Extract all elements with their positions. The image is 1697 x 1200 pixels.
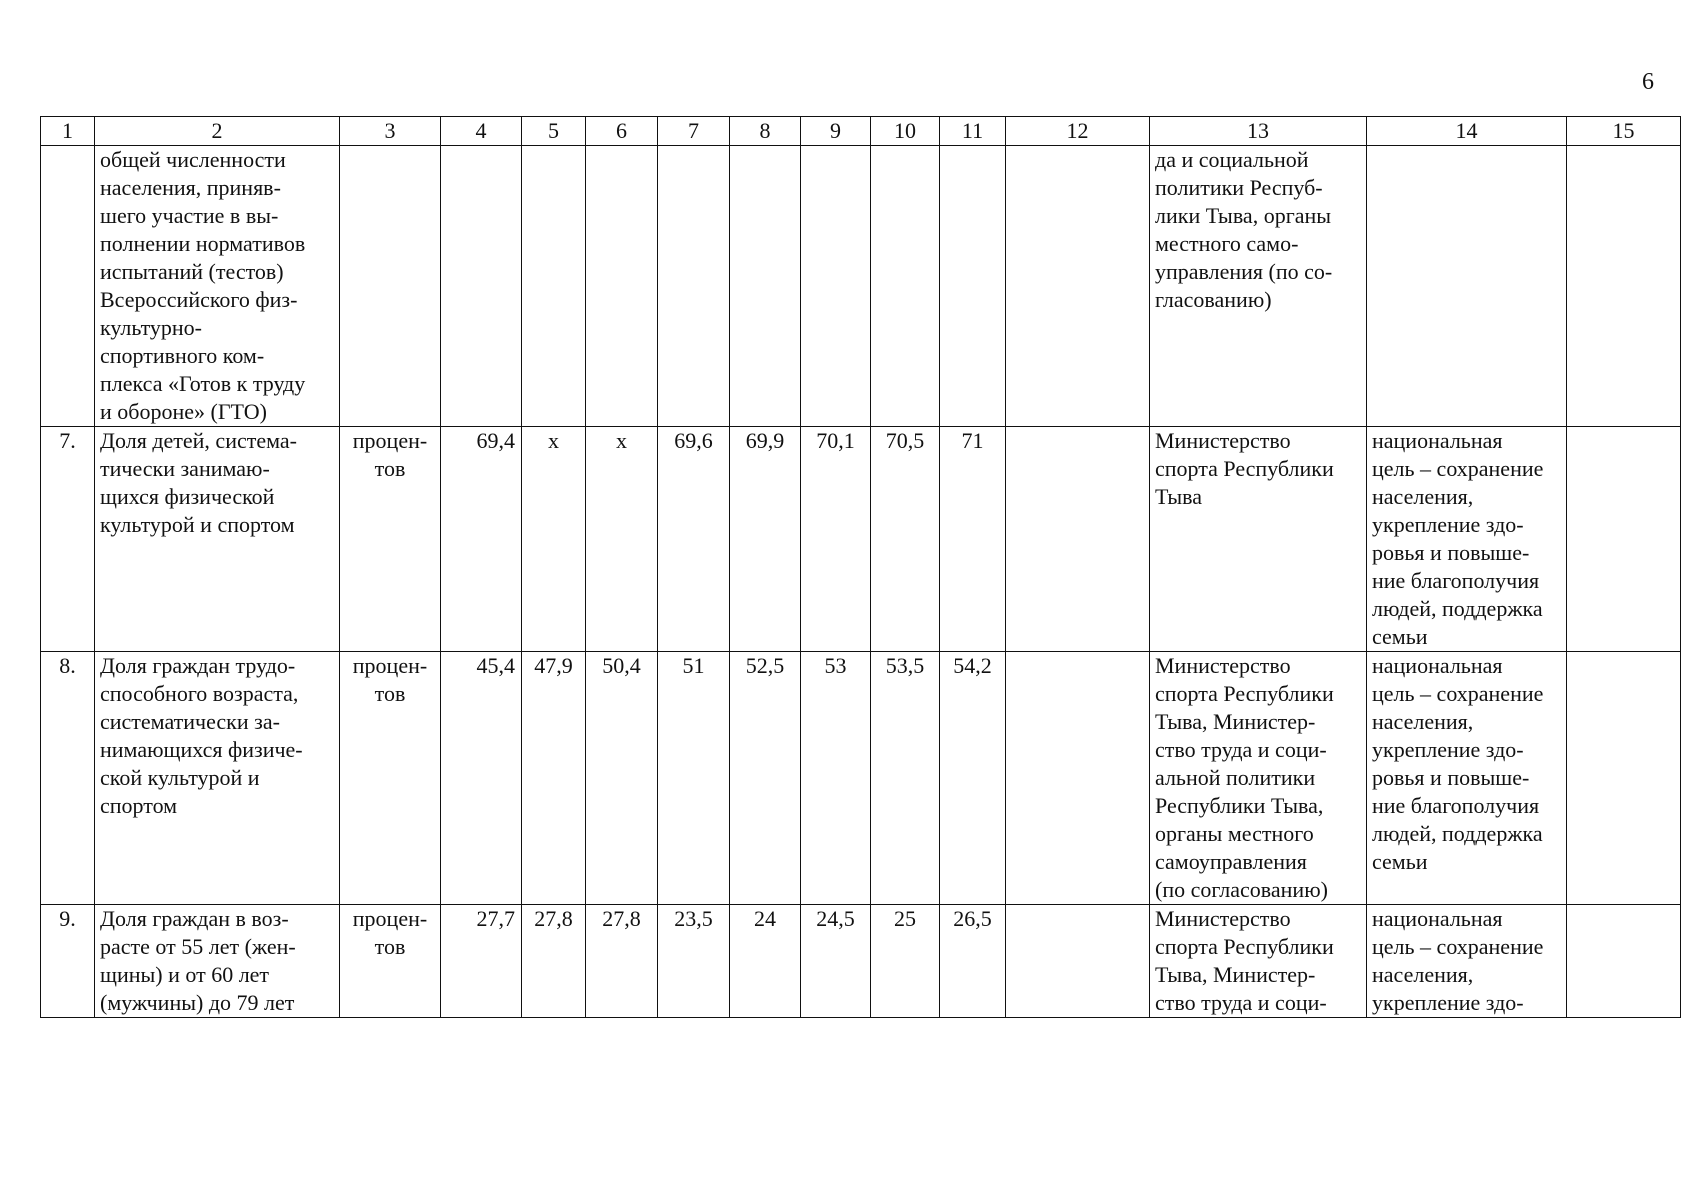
value-col-8: 52,5	[730, 652, 801, 905]
value-col-11: 71	[940, 427, 1006, 652]
national-goal: национальная цель – сохранение населения, укрепление здо- ровья и повыше- ние благополучия людей, поддержка семьи	[1367, 427, 1567, 652]
value-col-4: 69,4	[441, 427, 522, 652]
column-header: 13	[1150, 117, 1367, 146]
value-col-7	[658, 146, 730, 427]
value-col-9: 53	[801, 652, 871, 905]
value-col-10: 53,5	[871, 652, 940, 905]
unit: процен- тов	[340, 905, 441, 1018]
value-col-5: х	[522, 427, 586, 652]
value-col-9: 70,1	[801, 427, 871, 652]
column-header: 2	[95, 117, 340, 146]
unit	[340, 146, 441, 427]
table-row	[41, 146, 1681, 427]
row-number: 7.	[41, 427, 95, 652]
value-col-5: 47,9	[522, 652, 586, 905]
column-header: 14	[1367, 117, 1567, 146]
column-header: 5	[522, 117, 586, 146]
responsible-authority: да и социальной политики Респуб- лики Тыва, органы местного само- управления (по со- гласованию)	[1150, 146, 1367, 427]
page-number: 6	[1642, 69, 1654, 95]
column-header: 1	[41, 117, 95, 146]
national-goal: национальная цель – сохранение населения, укрепление здо-	[1367, 905, 1567, 1018]
value-col-9	[801, 146, 871, 427]
indicator-name: Доля граждан в воз- расте от 55 лет (жен- щины) и от 60 лет (мужчины) до 79 лет	[95, 905, 340, 1018]
value-col-12	[1006, 905, 1150, 1018]
column-header: 9	[801, 117, 871, 146]
value-col-6: 27,8	[586, 905, 658, 1018]
value-col-11: 54,2	[940, 652, 1006, 905]
value-col-9: 24,5	[801, 905, 871, 1018]
value-col-8: 24	[730, 905, 801, 1018]
national-goal: национальная цель – сохранение населения, укрепление здо- ровья и повыше- ние благополучия людей, поддержка семьи	[1367, 652, 1567, 905]
table-row	[41, 427, 1681, 652]
value-col-7: 69,6	[658, 427, 730, 652]
column-header: 8	[730, 117, 801, 146]
value-col-15	[1567, 652, 1681, 905]
unit: процен- тов	[340, 652, 441, 905]
table-header-row	[41, 117, 1681, 146]
value-col-11	[940, 146, 1006, 427]
column-header: 12	[1006, 117, 1150, 146]
value-col-8	[730, 146, 801, 427]
value-col-10: 25	[871, 905, 940, 1018]
responsible-authority: Министерство спорта Республики Тыва, Министер- ство труда и соци- альной политики Республики Тыва, органы местного самоуправления (по согласованию)	[1150, 652, 1367, 905]
value-col-10	[871, 146, 940, 427]
row-number	[41, 146, 95, 427]
row-number: 9.	[41, 905, 95, 1018]
value-col-12	[1006, 146, 1150, 427]
value-col-4: 27,7	[441, 905, 522, 1018]
value-col-8: 69,9	[730, 427, 801, 652]
column-header: 15	[1567, 117, 1681, 146]
value-col-6: х	[586, 427, 658, 652]
value-col-4: 45,4	[441, 652, 522, 905]
column-header: 4	[441, 117, 522, 146]
table-row	[41, 652, 1681, 905]
column-header: 10	[871, 117, 940, 146]
indicator-name: общей численности населения, приняв- шего участие в вы- полнении нормативов испытаний (тестов) Всероссийского физ- культурно- спортивного ком- плекса «Готов к труду и обороне» (ГТО)	[95, 146, 340, 427]
column-header: 3	[340, 117, 441, 146]
national-goal	[1367, 146, 1567, 427]
value-col-12	[1006, 427, 1150, 652]
unit: процен- тов	[340, 427, 441, 652]
value-col-12	[1006, 652, 1150, 905]
column-header: 7	[658, 117, 730, 146]
value-col-7: 51	[658, 652, 730, 905]
table-row	[41, 905, 1681, 1018]
value-col-5: 27,8	[522, 905, 586, 1018]
value-col-15	[1567, 905, 1681, 1018]
indicators-table	[40, 116, 1681, 1018]
value-col-11: 26,5	[940, 905, 1006, 1018]
responsible-authority: Министерство спорта Республики Тыва, Министер- ство труда и соци-	[1150, 905, 1367, 1018]
value-col-10: 70,5	[871, 427, 940, 652]
value-col-15	[1567, 427, 1681, 652]
responsible-authority: Министерство спорта Республики Тыва	[1150, 427, 1367, 652]
indicator-name: Доля детей, система- тически занимаю- щихся физической культурой и спортом	[95, 427, 340, 652]
value-col-15	[1567, 146, 1681, 427]
indicator-name: Доля граждан трудо- способного возраста, систематически за- нимающихся физиче- ской культурой и спортом	[95, 652, 340, 905]
value-col-7: 23,5	[658, 905, 730, 1018]
value-col-4	[441, 146, 522, 427]
value-col-6	[586, 146, 658, 427]
column-header: 11	[940, 117, 1006, 146]
value-col-6: 50,4	[586, 652, 658, 905]
column-header: 6	[586, 117, 658, 146]
row-number: 8.	[41, 652, 95, 905]
value-col-5	[522, 146, 586, 427]
